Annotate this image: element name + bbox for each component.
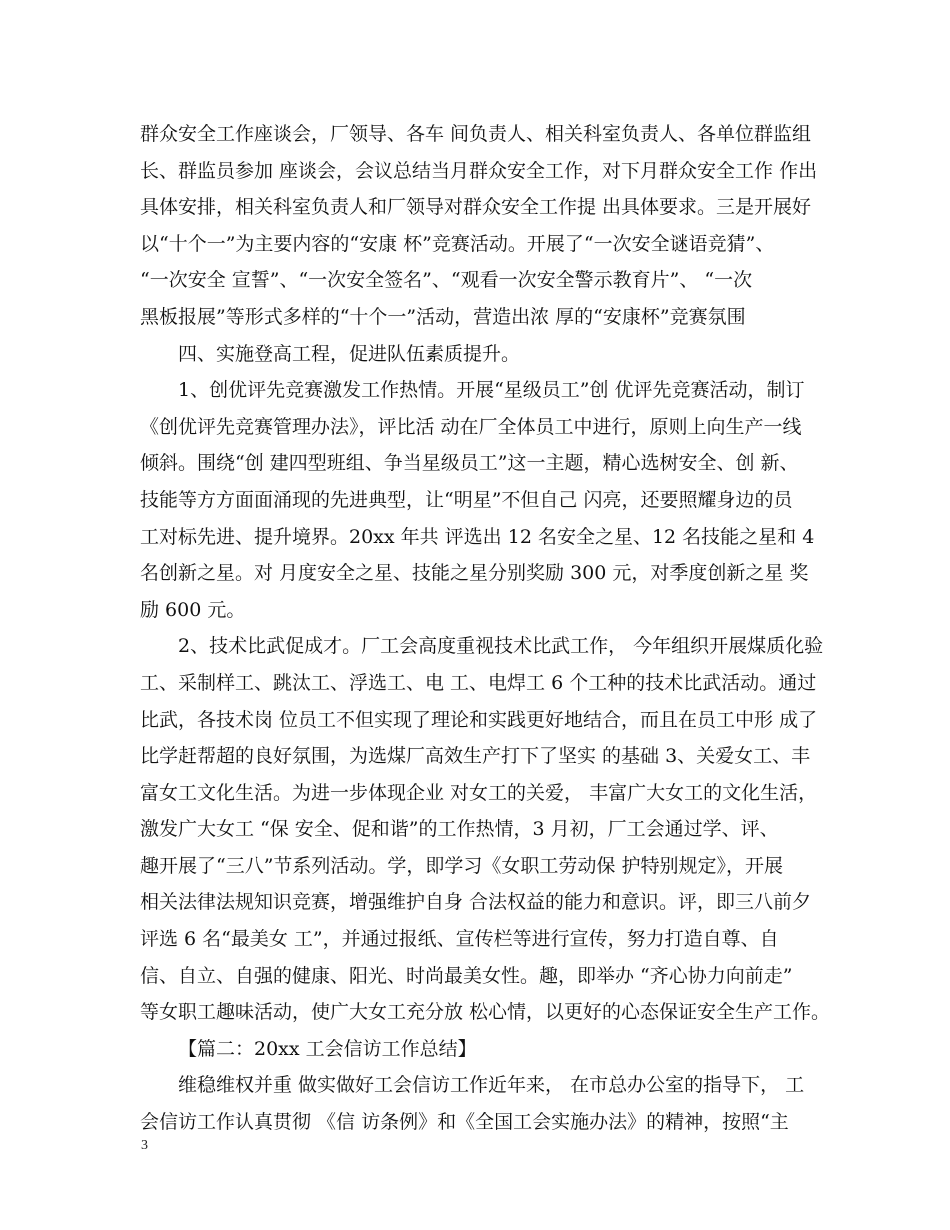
text-line: 相关法律法规知识竞赛，增强维护自身 合法权益的能力和意识。评，即三八前夕	[140, 891, 812, 914]
text-line: 以“十个一”为主要内容的“安康 杯”竞赛活动。开展了“一次安全谜语竞猜”、	[140, 232, 775, 255]
text-line: 信、自立、自强的健康、阳光、时尚最美女性。趣，即举办 “齐心协力向前走”	[140, 964, 793, 987]
text-line: 黑板报展”等形式多样的“十个一”活动，营造出浓 厚的“安康杯”竞赛氛围	[140, 305, 746, 328]
text-line: 趣开展了“三八”节系列活动。学，即学习《女职工劳动保 护特别规定》，开展	[140, 854, 783, 877]
text-line: 激发广大女工 “保 安全、促和谐”的工作热情，3 月初，厂工会通过学、评、	[140, 818, 779, 841]
text-line: 工、采制样工、跳汰工、浮选工、电 工、电焊工 6 个工种的技术比武活动。通过	[140, 671, 817, 694]
text-line: 2、技术比武促成才。厂工会高度重视技术比武工作， 今年组织开展煤质化验	[178, 635, 824, 658]
text-line: 工对标先进、提升境界。20xx 年共 评选出 12 名安全之星、12 名技能之星和 4	[140, 525, 815, 548]
text-line: 会信访工作认真贯彻 《信 访条例》和《全国工会实施办法》的精神，按照“主	[140, 1111, 789, 1134]
text-line: 1、创优评先竞赛激发工作热情。开展“星级员工”创 优评先竞赛活动，制订	[178, 379, 805, 402]
text-line: 具体安排，相关科室负责人和厂领导对群众安全工作提 出具体要求。三是开展好	[140, 196, 812, 219]
text-line: 维稳维权并重 做实做好工会信访工作近年来， 在市总办公室的指导下， 工	[178, 1074, 805, 1097]
text-line: 等女职工趣味活动，使广大女工充分放 松心情，以更好的心态保证安全生产工作。	[140, 1001, 831, 1024]
text-line: “一次安全 宣誓”、“一次安全签名”、“观看一次安全警示教育片”、 “一次	[140, 269, 753, 292]
body-text	[140, 116, 831, 1141]
text-line: 评选 6 名“最美女 工”，并通过报纸、宣传栏等进行宣传，努力打造自尊、自	[140, 928, 779, 951]
text-line: 倾斜。围绕“创 建四型班组、争当星级员工”这一主题，精心选树安全、创 新、	[140, 452, 799, 475]
text-line: 四、实施登高工程，促进队伍素质提升。	[178, 342, 521, 365]
text-line: 比武，各技术岗 位员工不但实现了理论和实践更好地结合，而且在员工中形 成了	[140, 708, 818, 731]
text-line: 名创新之星。对 月度安全之星、技能之星分别奖励 300 元，对季度创新之星 奖	[140, 562, 809, 585]
text-line: 群众安全工作座谈会，厂领导、各车 间负责人、相关科室负责人、各单位群监组	[140, 123, 812, 145]
text-line: 《创优评先竞赛管理办法》，评比活 动在厂全体员工中进行，原则上向生产一线	[140, 415, 802, 438]
text-line: 技能等方方面面涌现的先进典型，让“明星”不但自己 闪亮，还要照耀身边的员	[140, 488, 793, 511]
text-line: 长、群监员参加 座谈会，会议总结当月群众安全工作，对下月群众安全工作 作出	[140, 159, 818, 182]
text-line: 【篇二：20xx 工会信访工作总结】	[178, 1037, 477, 1060]
page-number: 3	[141, 1138, 148, 1153]
text-line: 励 600 元。	[140, 598, 246, 621]
text-line: 比学赶帮超的良好氛围，为选煤厂高效生产打下了坚实 的基础 3、关爱女工、丰	[140, 745, 811, 768]
text-line: 富女工文化生活。为进一步体现企业 对女工的关爱， 丰富广大女工的文化生活，	[140, 781, 818, 804]
